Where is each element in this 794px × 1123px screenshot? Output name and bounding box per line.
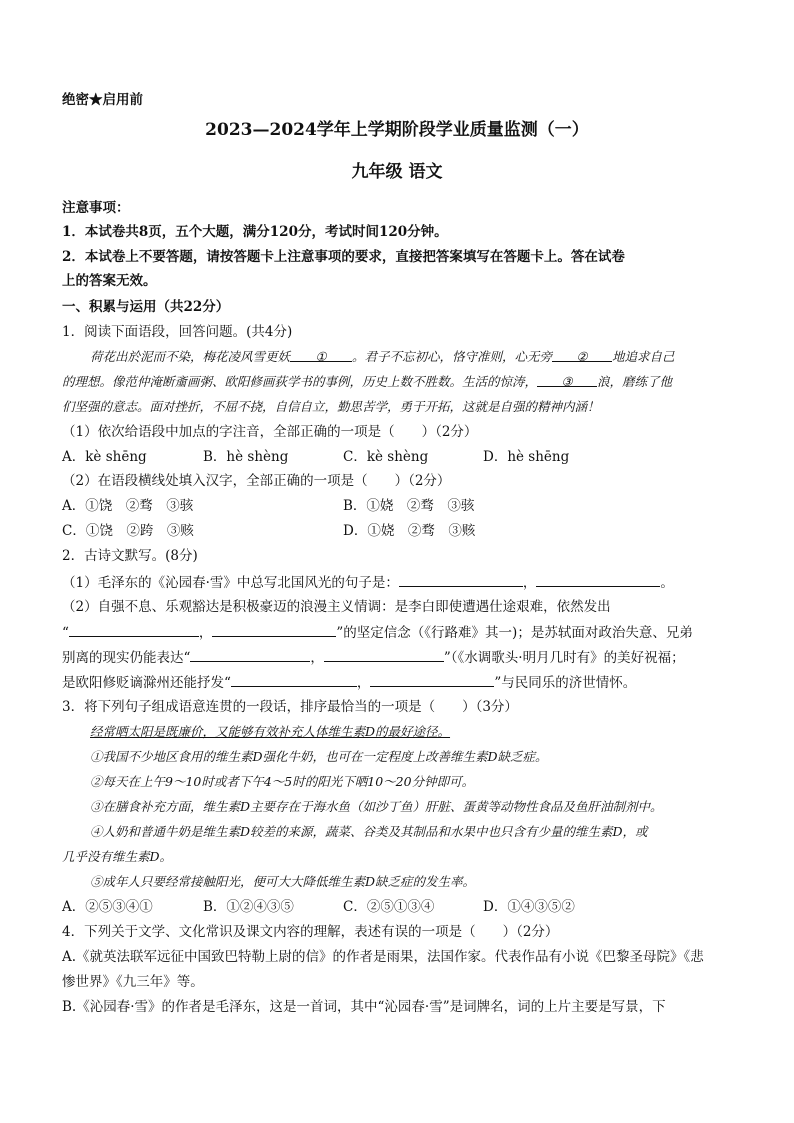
q3-item-4-line-1: ④人奶和普通牛奶是维生素D较差的来源，蔬菜、谷类及其制品和水果中也只含有少量的维生素D，或 — [90, 824, 648, 839]
q1-passage-text: 。君子不忘初心，恪守准则，心无旁 — [352, 349, 553, 364]
q1-sub1-option-a: A．kè shēng — [62, 449, 147, 465]
q1-sub2-option-d: D．①娆 ②骛 ③赅 — [343, 523, 476, 539]
q1-sub2-option-b: B．①娆 ②骛 ③骇 — [343, 498, 475, 514]
q1-sub2-stem: （2）在语段横线处填入汉字，全部正确的一项是（ ）（2分） — [62, 473, 451, 489]
q3-item-1: ①我国不少地区食用的维生素D强化牛奶，也可在一定程度上改善维生素D缺乏症。 — [90, 749, 548, 764]
q2-sub2-line-2 — [62, 622, 693, 643]
notice-heading: 注意事项： — [62, 200, 130, 216]
blank-1-marker: ① — [315, 349, 327, 364]
q1-passage-line-1 — [90, 347, 675, 367]
q2-sub1-text: （1）毛泽东的《沁园春·雪》中总写北国风光的句子是： — [62, 575, 399, 591]
q2-sub2-text: ”与民同乐的济世情怀。 — [494, 675, 637, 691]
q2-sub2-text: 是欧阳修贬谪滁州还能抒发“ — [62, 675, 231, 691]
q1-passage-text: 的理想。像范仲淹断齑画粥、欧阳修画荻学书的事例，历史上数不胜数。生活的惊涛， — [62, 374, 538, 389]
q2-sub2-punct: ， — [356, 675, 371, 691]
q1-sub1-stem: （1）依次给语段中加点的字注音，全部正确的一项是（ ）（2分） — [62, 424, 478, 440]
q2-sub1 — [62, 572, 674, 593]
q1-passage-text: 荷花出於泥而不染，梅花凌风雪更妖 — [90, 349, 291, 364]
q1-passage-line-3: 们坚强的意志。面对挫折，不屈不挠，自信自立，勤思苦学，勇于开拓，这就是自强的精神内涵！ — [62, 399, 600, 414]
q4-option-a-line-2: 惨世界》《九三年》等。 — [62, 974, 204, 990]
section-1-heading: 一、积累与运用（共22分） — [62, 299, 230, 315]
q2-sub2-text: ”（《水调歌头·明月几时有》的美好祝福； — [443, 650, 685, 666]
notice-item-2-line-2: 上的答案无效。 — [62, 273, 157, 289]
q3-lead-sentence: 经常晒太阳是既廉价，又能够有效补充人体维生素D的最好途径。 — [90, 724, 451, 739]
q3-item-2: ②每天在上午9～10时或者下午4～5时的阳光下晒10～20分钟即可。 — [90, 774, 475, 789]
exam-title: 2023—2024学年上学期阶段学业质量监测（一） — [205, 120, 589, 140]
notice-item-2-line-1: 2．本试卷上不要答题，请按答题卡上注意事项的要求，直接把答案填写在答题卡上。答在试卷 — [62, 249, 625, 265]
q1-sub2-option-a: A．①饶 ②骛 ③骇 — [62, 498, 194, 514]
q1-passage-line-2 — [62, 372, 672, 392]
q4-stem: 4．下列关于文学、文化常识及课文内容的理解，表述有误的一项是（ ）（2分） — [62, 924, 559, 940]
exam-subtitle: 九年级 语文 — [351, 162, 443, 182]
blank-2 — [552, 347, 612, 362]
q2-sub1-punct: 。 — [660, 575, 674, 591]
notice-item-1: 1．本试卷共8页，五个大题，满分120分，考试时间120分钟。 — [62, 224, 448, 240]
q2-sub2-line-4 — [62, 672, 636, 693]
q1-stem: 1．阅读下面语段，回答问题。(共4分) — [62, 324, 293, 340]
answer-blank[interactable] — [69, 622, 199, 637]
blank-2-marker: ② — [576, 349, 588, 364]
secret-label: 绝密★启用前 — [62, 92, 143, 108]
q3-option-a: A．②⑤③④① — [62, 899, 153, 915]
answer-blank[interactable] — [370, 672, 494, 687]
q4-option-b-line-1: B.《沁园春·雪》的作者是毛泽东，这是一首词，其中“沁园春·雪”是词牌名，词的上片主要是写景，下 — [62, 999, 666, 1015]
q2-sub2-text: “ — [62, 625, 69, 641]
q4-option-a-line-1: A.《就英法联军远征中国致巴特勒上尉的信》的作者是雨果，法国作家。代表作品有小说《巴黎圣母院》《悲 — [62, 949, 704, 965]
q2-sub2-text: ”的坚定信念（《行路难》其一)；是苏轼面对政治失意、兄弟 — [336, 625, 693, 641]
answer-blank[interactable] — [536, 572, 660, 587]
answer-blank[interactable] — [190, 647, 310, 662]
q2-sub1-punct: ， — [522, 575, 537, 591]
q3-stem: 3．将下列句子组成语意连贯的一段话，排序最恰当的一项是（ ）（3分） — [62, 699, 518, 715]
q3-option-b: B．①②④③⑤ — [203, 899, 294, 915]
blank-1 — [290, 347, 352, 362]
q1-sub2-option-c: C．①饶 ②跨 ③赅 — [62, 523, 194, 539]
q1-sub1-option-c: C．kè shèng — [343, 449, 429, 465]
q3-option-c: C．②⑤①③④ — [343, 899, 435, 915]
q2-sub2-text: 别离的现实仍能表达“ — [62, 650, 191, 666]
q2-sub2-line-3 — [62, 647, 685, 668]
q2-sub2-punct: ， — [310, 650, 324, 666]
answer-blank[interactable] — [212, 622, 336, 637]
q1-passage-text: 地追求自己 — [612, 349, 675, 364]
blank-3-marker: ③ — [561, 374, 573, 389]
q1-passage-text: 浪，磨练了他 — [597, 374, 673, 389]
blank-3 — [537, 372, 597, 387]
answer-blank[interactable] — [231, 672, 357, 687]
q1-sub1-option-b: B．hè shèng — [203, 449, 289, 465]
q1-sub1-option-d: D．hè shēng — [483, 449, 570, 465]
q3-option-d: D．①④③⑤② — [483, 899, 575, 915]
q2-stem: 2．古诗文默写。(8分) — [62, 548, 198, 564]
q2-sub2-punct: ， — [198, 625, 213, 641]
q3-item-4-line-2: 几乎没有维生素D。 — [62, 849, 173, 864]
q3-item-3: ③在膳食补充方面，维生素D主要存在于海水鱼（如沙丁鱼）肝脏、蛋黄等动物性食品及鱼肝油制剂中。 — [90, 799, 663, 814]
q2-sub2-line-1: （2）自强不息、乐观豁达是积极豪迈的浪漫主义情调：是李白即使遭遇仕途艰难，依然发出 — [62, 599, 611, 615]
answer-blank[interactable] — [324, 647, 444, 662]
q3-item-5: ⑤成年人只要经常接触阳光，便可大大降低维生素D缺乏症的发生率。 — [90, 874, 476, 889]
answer-blank[interactable] — [399, 572, 523, 587]
